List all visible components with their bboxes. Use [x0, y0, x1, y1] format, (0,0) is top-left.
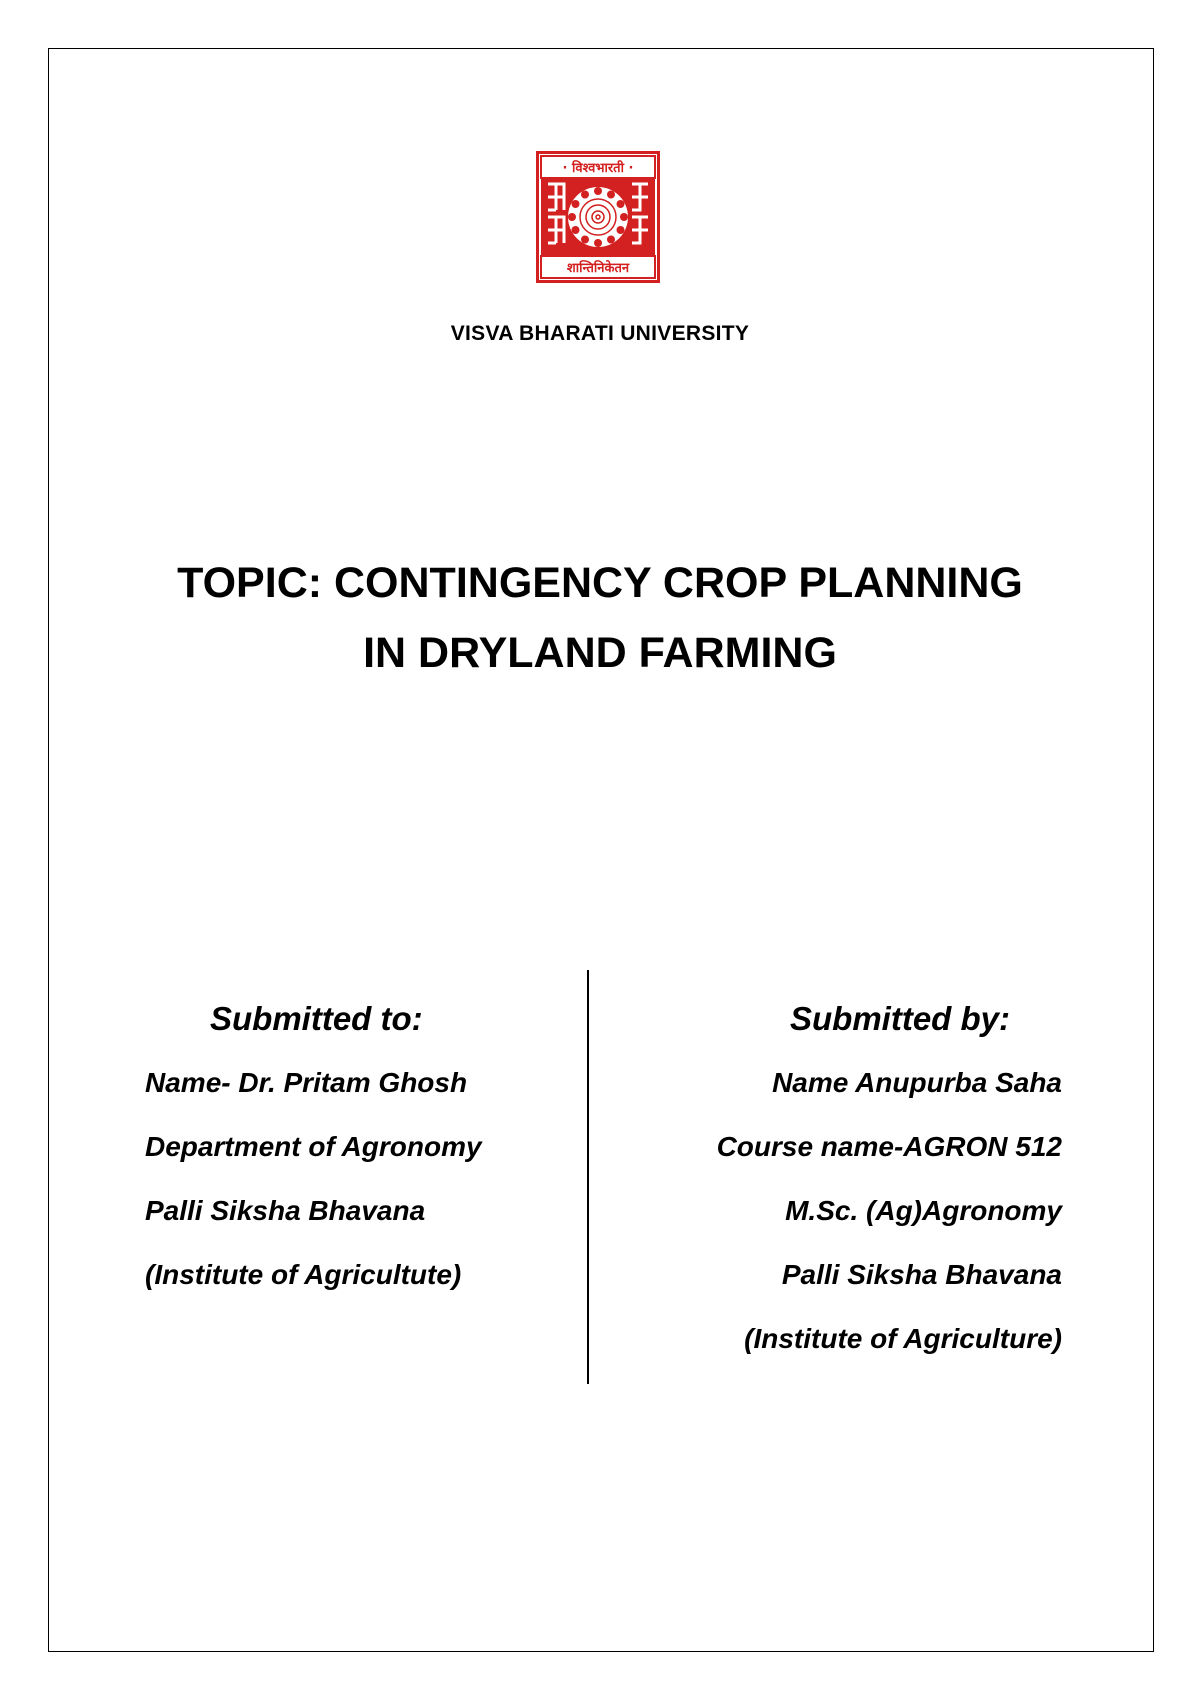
submitted-by-block: [640, 987, 1062, 1371]
submitted-to-block: [145, 987, 565, 1307]
logo-bottom-text: शान्तिनिकेतन: [566, 261, 630, 276]
submitted-by-line: Course name-AGRON 512: [716, 1131, 1062, 1162]
logo-top-text: · विश्वभारती ·: [562, 161, 634, 176]
submitted-to-line: Name- Dr. Pritam Ghosh: [145, 1067, 468, 1098]
submitted-by-line: Palli Siksha Bhavana: [781, 1259, 1062, 1290]
topic-line-2: IN DRYLAND FARMING: [363, 629, 837, 677]
topic-line-1: TOPIC: CONTINGENCY CROP PLANNING: [177, 559, 1023, 607]
submitted-by-heading: Submitted by:: [790, 1000, 1010, 1037]
visva-bharati-emblem-icon: [536, 151, 660, 283]
column-divider: [587, 970, 589, 1384]
page-border: [48, 48, 1154, 1652]
university-name: VISVA BHARATI UNIVERSITY: [450, 322, 750, 345]
submitted-by-line: Name Anupurba Saha: [772, 1067, 1062, 1098]
document-topic: [0, 548, 1200, 688]
submitted-to-heading: Submitted to:: [210, 1000, 423, 1037]
submitted-by-line: (Institute of Agriculture): [744, 1323, 1062, 1354]
submitted-by-line: M.Sc. (Ag)Agronomy: [785, 1195, 1062, 1226]
submitted-to-line: (Institute of Agricultute): [145, 1259, 462, 1290]
submitted-to-line: Department of Agronomy: [145, 1131, 482, 1162]
submitted-to-line: Palli Siksha Bhavana: [145, 1195, 426, 1226]
